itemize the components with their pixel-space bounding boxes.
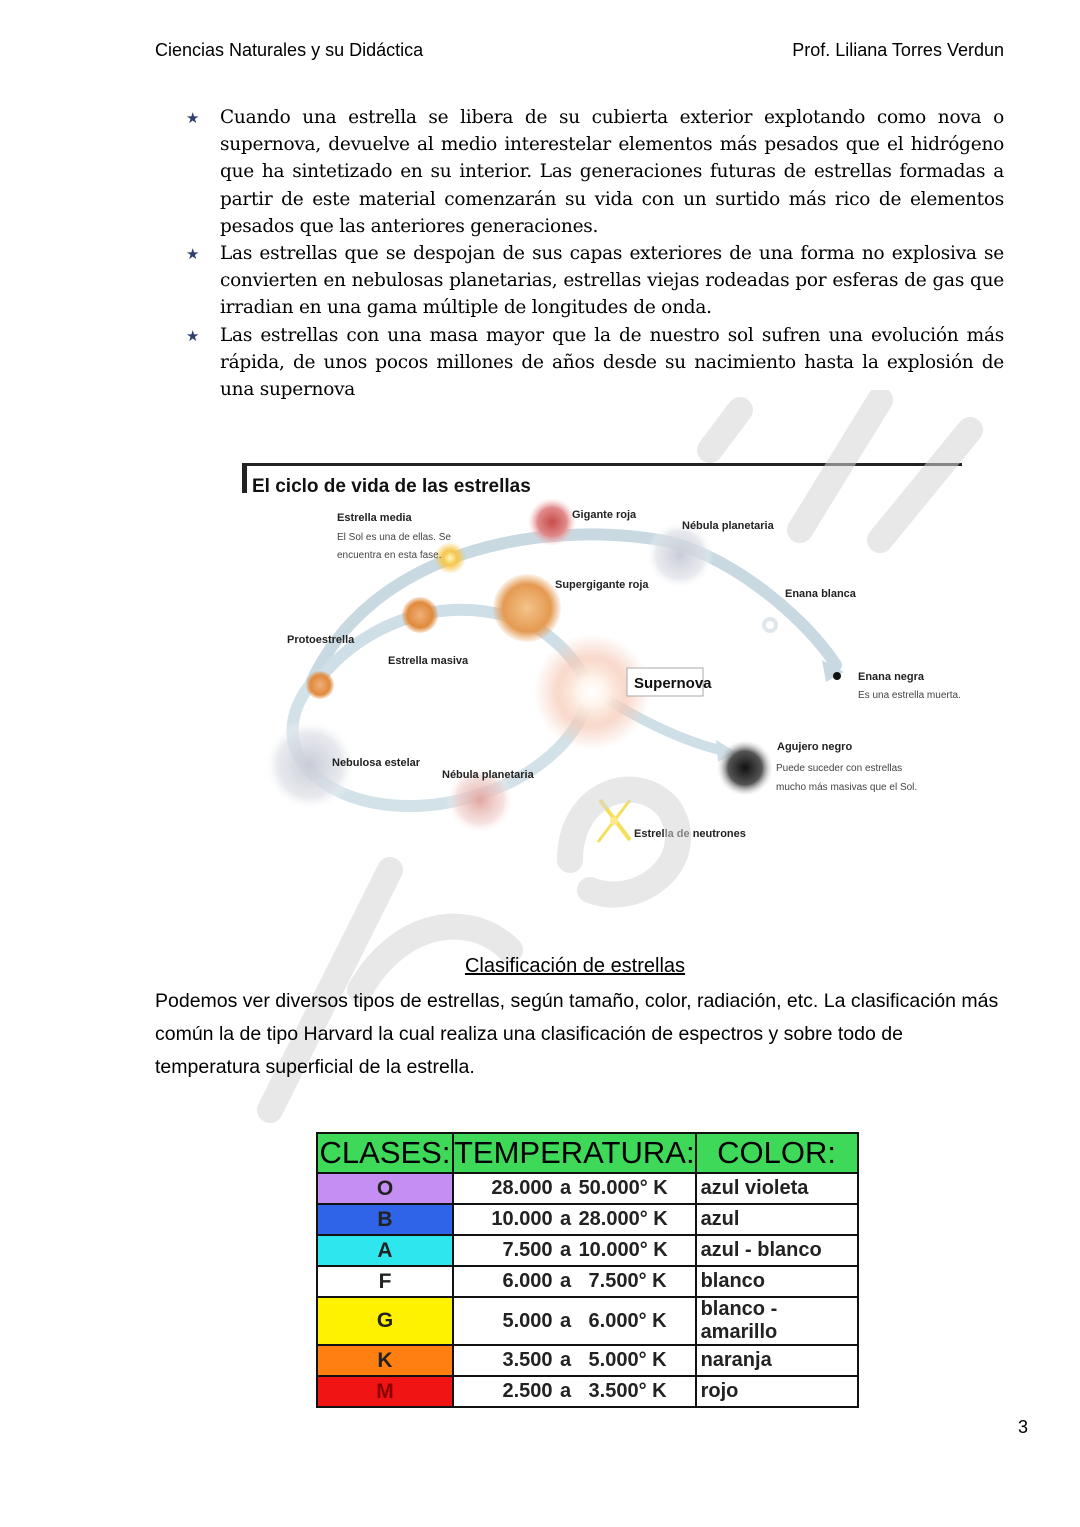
label-agujero-negro-note1: Puede suceder con estrellas xyxy=(776,763,903,774)
class-cell: A xyxy=(317,1235,453,1266)
temp-from: 3.500 xyxy=(502,1349,553,1371)
page-number: 3 xyxy=(1017,1417,1028,1437)
estrella-masiva-body xyxy=(402,597,438,633)
temp-sep: a xyxy=(560,1177,572,1199)
header-course-title: Ciencias Naturales y su Didáctica xyxy=(155,40,424,60)
header-author: Prof. Liliana Torres Verdun xyxy=(792,40,1004,60)
table-row xyxy=(317,1266,858,1297)
bullet-list xyxy=(186,104,1004,403)
table-row xyxy=(317,1204,858,1235)
color-cell: azul violeta xyxy=(696,1173,858,1204)
temp-to: 3.500° K xyxy=(588,1380,667,1402)
label-estrella-masiva: Estrella masiva xyxy=(388,655,469,667)
class-cell: M xyxy=(317,1376,453,1407)
label-enana-blanca: Enana blanca xyxy=(785,588,856,600)
section-title: Clasificación de estrellas xyxy=(464,955,686,977)
star-bullet-icon: ★ xyxy=(186,245,200,264)
temp-sep: a xyxy=(560,1239,572,1261)
color-cell: rojo xyxy=(696,1376,858,1407)
label-protoestrella: Protoestrella xyxy=(287,634,355,646)
table-row xyxy=(317,1173,858,1204)
temp-from: 28.000 xyxy=(491,1177,553,1199)
temp-to: 6.000° K xyxy=(588,1309,667,1332)
label-supergigante-roja: Supergigante roja xyxy=(555,579,649,591)
intro-paragraph: Podemos ver diversos tipos de estrellas, según tamaño, color, radiación, etc. La clasificación más común la de tipo Harvard la cual realiza una clasificación de espectros y sobre todo de temperatura superficial de la estrella. xyxy=(155,990,999,1078)
color-cell: azul - blanco xyxy=(696,1235,858,1266)
star-bullet-icon: ★ xyxy=(186,109,200,127)
label-estrella-media-note2: encuentra en esta fase. xyxy=(337,550,442,561)
temp-from: 10.000 xyxy=(491,1208,553,1230)
table-row xyxy=(317,1345,858,1376)
temp-from: 5.000 xyxy=(502,1309,553,1332)
bullet-text: Cuando una estrella se libera de su cubierta exterior explotando como nova o supernova, devuelve al medio interestelar elementos más pesados que el hidrógeno que ha sintetizado en su interior. Las generaciones futuras de estrellas formadas a partir de este material comenzarán su vida con un surtido más rico de elementos pesados que las anteriores generaciones. xyxy=(220,107,1004,237)
class-cell: O xyxy=(317,1173,453,1204)
temp-sep: a xyxy=(560,1208,572,1230)
gigante-roja-body xyxy=(528,498,576,546)
class-cell: F xyxy=(317,1266,453,1297)
label-agujero-negro-note2: mucho más masivas que el Sol. xyxy=(776,782,918,793)
class-cell: G xyxy=(317,1297,453,1345)
temp-sep: a xyxy=(560,1309,572,1332)
class-cell: K xyxy=(317,1345,453,1376)
temperature-cell xyxy=(453,1235,696,1266)
table-header-row xyxy=(317,1133,858,1173)
supergigante-roja-body xyxy=(493,574,561,642)
temp-to: 5.000° K xyxy=(588,1349,667,1371)
star-bullet-icon: ★ xyxy=(186,326,200,345)
temp-sep: a xyxy=(560,1349,572,1371)
agujero-negro-body xyxy=(717,740,773,796)
temperature-cell xyxy=(453,1173,696,1204)
temp-to: 50.000° K xyxy=(578,1177,668,1199)
bullet-text: Las estrellas con una masa mayor que la de nuestro sol sufren una evolución más rápida, de unos pocos millones de años desde su nacimiento hasta la explosión de una supernova xyxy=(220,324,1004,401)
diagram-title: El ciclo de vida de las estrellas xyxy=(252,476,531,497)
color-cell: naranja xyxy=(696,1345,858,1376)
label-agujero-negro: Agujero negro xyxy=(777,741,853,753)
temp-sep: a xyxy=(560,1380,572,1402)
protoestrella-body xyxy=(306,671,334,699)
temp-sep: a xyxy=(560,1270,572,1292)
temp-from: 6.000 xyxy=(502,1270,553,1292)
star-life-cycle-diagram xyxy=(240,460,964,900)
header-color: COLOR: xyxy=(696,1133,858,1173)
label-estrella-media-note1: El Sol es una de ellas. Se xyxy=(337,532,451,543)
color-cell: blanco xyxy=(696,1266,858,1297)
temperature-cell xyxy=(453,1345,696,1376)
label-estrella-media: Estrella media xyxy=(337,512,412,524)
enana-blanca-body xyxy=(764,619,776,631)
color-cell: blanco - amarillo xyxy=(696,1297,858,1345)
temperature-cell xyxy=(453,1204,696,1235)
bullet-item xyxy=(186,322,1004,404)
temperature-cell xyxy=(453,1376,696,1407)
enana-negra-body xyxy=(833,672,841,680)
label-nebula-planetaria-bottom: Nébula planetaria xyxy=(442,769,534,781)
label-enana-negra: Enana negra xyxy=(858,671,925,683)
label-nebulosa-estelar: Nebulosa estelar xyxy=(332,757,421,769)
temperature-cell xyxy=(453,1266,696,1297)
diagram-title-mark xyxy=(242,463,247,493)
temperature-cell xyxy=(453,1297,696,1345)
table-row xyxy=(317,1376,858,1407)
label-enana-negra-note: Es una estrella muerta. xyxy=(858,690,961,701)
label-gigante-roja: Gigante roja xyxy=(572,509,637,521)
bullet-text: Las estrellas que se despojan de sus capas exteriores de una forma no explosiva se convierten en nebulosas planetarias, estrellas viejas rodeadas por esferas de gas que irradian en una gama múltiple de longitudes de onda. xyxy=(220,243,1004,319)
header-temperatura: TEMPERATURA: xyxy=(453,1133,696,1173)
table-body xyxy=(317,1173,858,1407)
bullet-item xyxy=(186,240,1004,322)
table-row xyxy=(317,1235,858,1266)
diagram-title-bar xyxy=(242,463,962,466)
header-clases: CLASES: xyxy=(317,1133,453,1173)
color-cell: azul xyxy=(696,1204,858,1235)
estrella-neutrones-body xyxy=(598,800,630,842)
label-nebula-planetaria-top: Nébula planetaria xyxy=(682,520,774,532)
temp-to: 10.000° K xyxy=(578,1239,668,1261)
bullet-item xyxy=(186,104,1004,240)
temp-to: 7.500° K xyxy=(588,1270,667,1292)
temp-from: 2.500 xyxy=(502,1380,553,1402)
label-supernova: Supernova xyxy=(634,675,712,692)
class-cell: B xyxy=(317,1204,453,1235)
label-estrella-neutrones: Estrella de neutrones xyxy=(634,828,746,840)
temp-to: 28.000° K xyxy=(578,1208,668,1230)
star-classification-table xyxy=(316,1132,859,1408)
temp-from: 7.500 xyxy=(502,1239,553,1261)
table-row xyxy=(317,1297,858,1345)
